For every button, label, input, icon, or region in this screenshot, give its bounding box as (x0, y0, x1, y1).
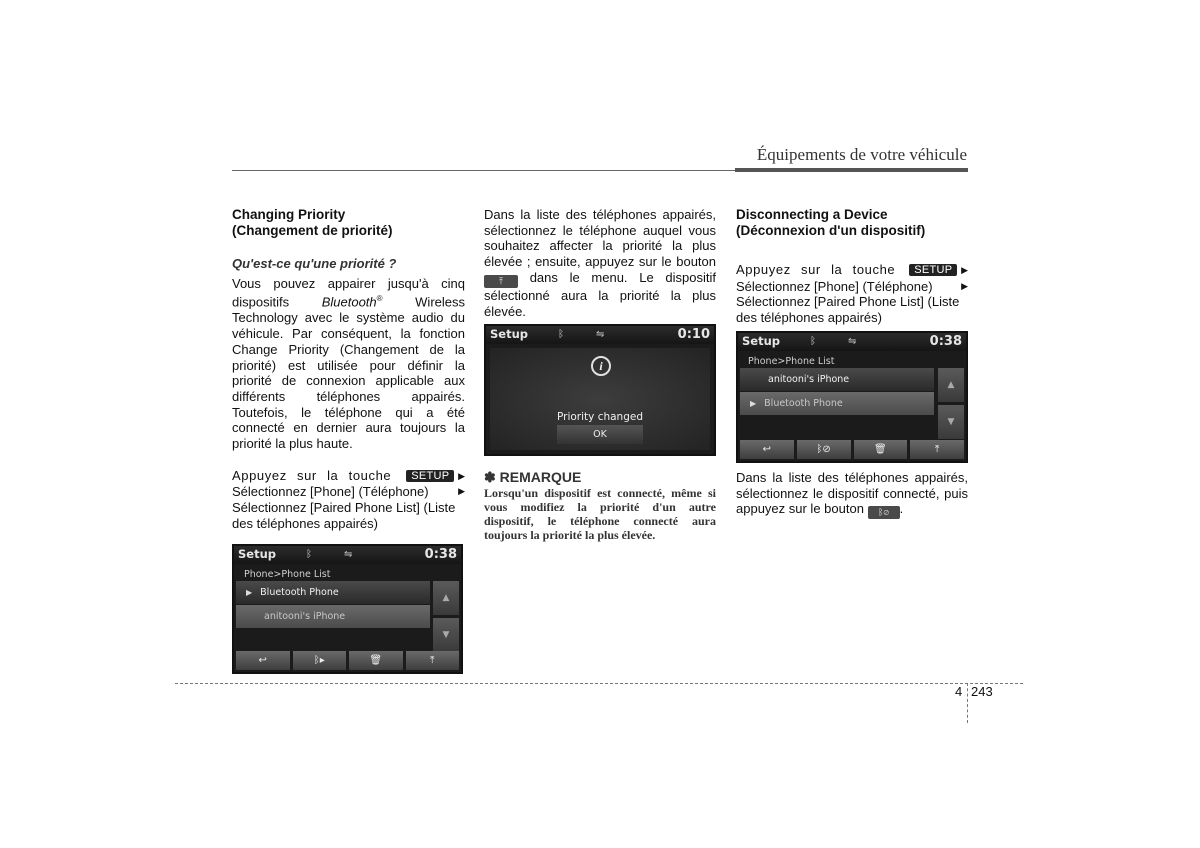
header-rule (232, 170, 735, 171)
usb-icon: ⇋ (596, 329, 605, 341)
chapter-number: 4 (955, 684, 963, 699)
play-icon: ▶ (750, 398, 757, 408)
screen-status-bar: Setup ᛒ ⇋ 0:38 (738, 333, 966, 351)
bluetooth-icon: ᛒ (810, 335, 816, 347)
scroll-down-icon[interactable]: ▼ (938, 405, 964, 439)
top-priority-icon: ⤒ (484, 275, 518, 288)
priority-instructions: Dans la liste des téléphones appairés, sélectionnez le téléphone auquel vous souhaitez affecter la priorité la plus élevée ; ensuite, appuyez sur le bouton ⤒ dans le menu. Le dispositif sélectionné aura la priorité la plus élevée. (484, 207, 716, 319)
popup-dialog (490, 348, 710, 450)
screen-breadcrumb: Phone>Phone List (244, 568, 331, 580)
screen-breadcrumb: Phone>Phone List (748, 355, 835, 367)
popup-message: Priority changed (556, 411, 643, 424)
bluetooth-icon: ᛒ (306, 548, 312, 560)
step-select-phone: Sélectionnez [Phone] (Téléphone) ▶ (232, 484, 465, 500)
screen-status-bar: Setup ᛒ ⇋ 0:10 (486, 326, 714, 344)
return-arrow-icon[interactable]: ↩ (236, 651, 290, 670)
footer-divider (967, 683, 968, 723)
screen-status-bar: Setup ᛒ ⇋ 0:38 (234, 546, 461, 564)
play-icon: ▶ (246, 587, 253, 597)
column-1 (232, 207, 465, 674)
scroll-up-icon[interactable]: ▲ (433, 581, 459, 615)
screen-phone-list-2 (736, 331, 968, 463)
top-priority-icon[interactable]: ⤒ (910, 440, 964, 459)
scroll-up-icon[interactable]: ▲ (938, 368, 964, 402)
usb-icon: ⇋ (344, 548, 353, 560)
page-header-title: Équipements de votre véhicule (756, 145, 967, 164)
column-3 (736, 207, 968, 519)
step-press-setup: Appuyez sur la touche SETUP ▶ (736, 262, 968, 277)
return-arrow-icon[interactable]: ↩ (740, 440, 794, 459)
bluetooth-disconnect-icon[interactable]: ᛒ⊘ (797, 440, 851, 459)
trash-icon[interactable]: 🗑 (854, 440, 908, 459)
trash-icon[interactable]: 🗑 (349, 651, 403, 670)
footer-rule (175, 683, 1023, 684)
remark-body: Lorsqu'un dispositif est connecté, même si vous modifiez la priorité d'un autre dispositif, le téléphone connecté aura toujours la priorité la plus élevée. (484, 485, 716, 542)
arrow-right-icon: ▶ (961, 265, 968, 275)
priority-explanation: Vous pouvez appairer jusqu'à cinq dispositifs Bluetooth® Wireless Technology avec le système audio du véhicule. Par conséquent, la fonction Change Priority (Changement de la priorité) est utilisée pour définir la priorité de connexion applicable aux différents téléphones appairés. Toutefois, le téléphone qui a été connecté en dernier aura toujours la priorité la plus haute. (232, 275, 465, 452)
step-press-setup: Appuyez sur la touche SETUP ▶ (232, 467, 465, 483)
bluetooth-connect-icon[interactable]: ᛒ▸ (293, 651, 347, 670)
info-icon: i (591, 356, 611, 376)
step-select-list: Sélectionnez [Paired Phone List] (Liste des téléphones appairés) (736, 294, 960, 326)
phone-list-item[interactable]: ▶ Bluetooth Phone (236, 581, 430, 604)
remark-title: ✽ REMARQUE (484, 469, 582, 486)
arrow-right-icon: ▶ (458, 470, 465, 481)
subhead-what-is-priority: Qu'est-ce qu'une priorité ? (232, 256, 397, 271)
header-rule-accent (735, 168, 968, 172)
section-heading-changing-priority: Changing Priority (Changement de priorité) (232, 207, 393, 238)
bluetooth-icon: ᛒ (558, 329, 564, 341)
step-select-list: Sélectionnez [Paired Phone List] (Liste des téléphones appairés) (232, 500, 456, 531)
phone-list-item[interactable]: anitooni's iPhone (236, 605, 430, 628)
bluetooth-disconnect-icon: ᛒ⊘ (868, 506, 900, 519)
usb-icon: ⇋ (848, 335, 857, 347)
setup-key: SETUP (406, 470, 454, 482)
scroll-down-icon[interactable]: ▼ (433, 618, 459, 652)
screen-phone-list-1 (232, 544, 463, 674)
phone-list-item[interactable]: anitooni's iPhone (740, 368, 934, 391)
section-heading-disconnecting: Disconnecting a Device (Déconnexion d'un dispositif) (736, 207, 926, 238)
page-number: 243 (971, 684, 993, 699)
disconnect-instructions: Dans la liste des téléphones appairés, sélectionnez le dispositif connecté, puis appuyez sur le bouton ᛒ⊘ . (736, 469, 968, 518)
arrow-right-icon: ▶ (961, 280, 968, 291)
ok-button[interactable]: OK (557, 425, 643, 444)
step-select-phone: Sélectionnez [Phone] (Téléphone) ▶ (736, 278, 968, 294)
column-2 (484, 207, 716, 542)
screen-priority-changed (484, 324, 716, 456)
setup-key: SETUP (909, 264, 957, 276)
phone-list-item[interactable]: ▶ Bluetooth Phone (740, 392, 934, 415)
arrow-right-icon: ▶ (458, 486, 465, 497)
top-priority-icon[interactable]: ⤒ (406, 651, 460, 670)
